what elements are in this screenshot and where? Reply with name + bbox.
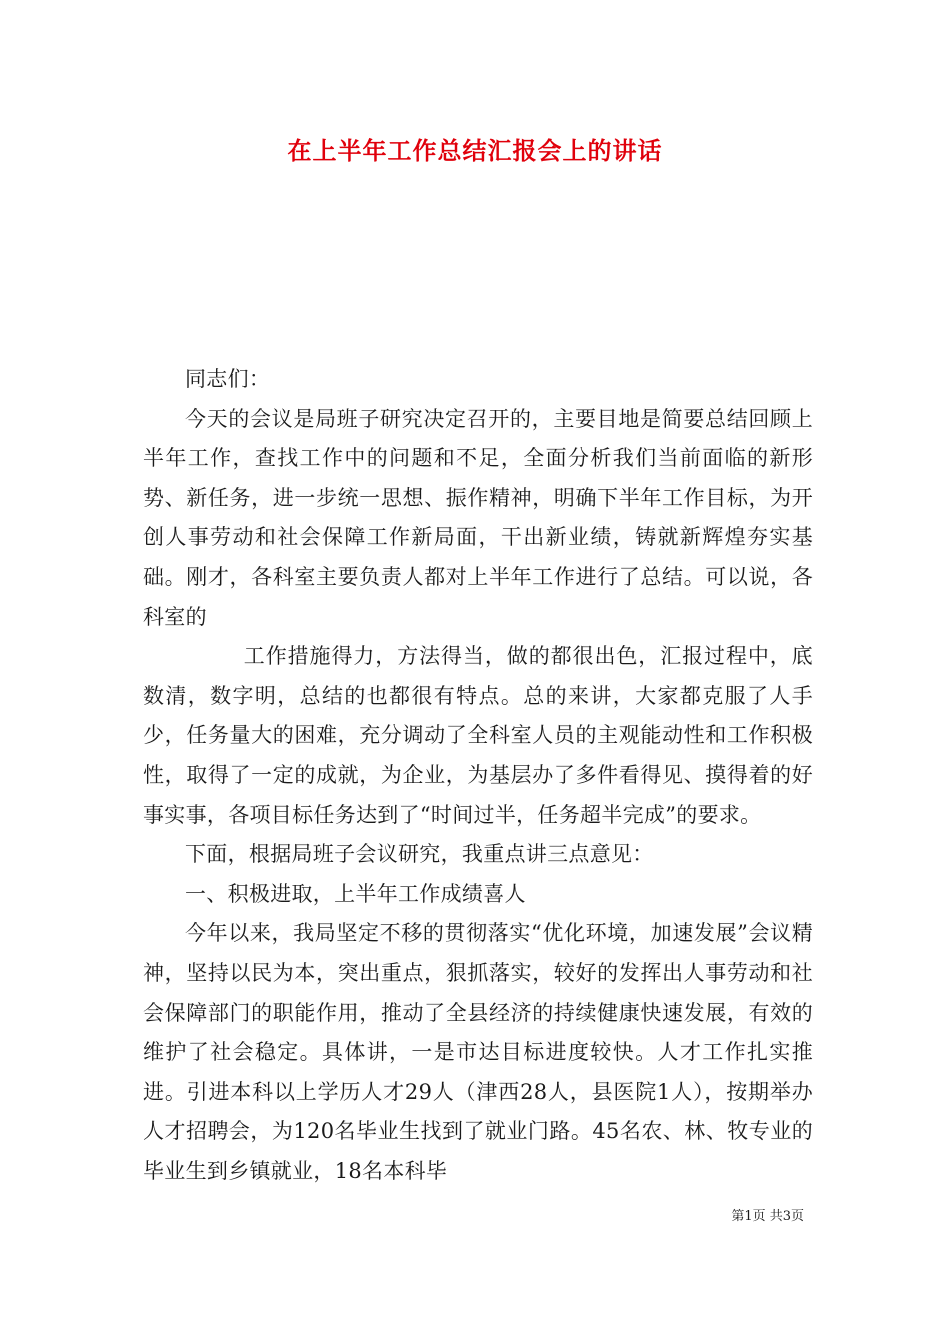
document-body (143, 360, 813, 1191)
body-paragraph: 今年以来，我局坚定不移的贯彻落实“优化环境，加速发展”会议精神，坚持以民为本，突出重点，狠抓落实，较好的发挥出人事劳动和社会保障部门的职能作用，推动了全县经济的持续健康快速发展，有效的维护了社会稳定。具体讲，一是市达目标进度较快。人才工作扎实推进。引进本科以上学历人才29人（津西28人，县医院1人），按期举办人才招聘会，为120名毕业生找到了就业门路。45名农、林、牧专业的毕业生到乡镇就业，18名本科毕 (143, 921, 813, 1183)
body-paragraph: 下面，根据局班子会议研究，我重点讲三点意见： (185, 842, 654, 867)
page-number: 第1页 共3页 (731, 1209, 804, 1224)
body-paragraph: 今天的会议是局班子研究决定召开的，主要目地是简要总结回顾上半年工作，查找工作中的问题和不足，全面分析我们当前面临的新形势、新任务，进一步统一思想、振作精神，明确下半年工作目标，为开创人事劳动和社会保障工作新局面，干出新业绩，铸就新辉煌夯实基础。刚才，各科室主要负责人都对上半年工作进行了总结。可以说，各科室的 (143, 406, 813, 629)
section-heading: 一、积极进取，上半年工作成绩喜人 (185, 881, 526, 906)
document-title: 在上半年工作总结汇报会上的讲话 (287, 136, 663, 165)
salutation: 同志们： (185, 367, 271, 391)
body-paragraph: 工作措施得力，方法得当，做的都很出色，汇报过程中，底数清，数字明，总结的也都很有特点。总的来讲，大家都克服了人手少，任务量大的困难，充分调动了全科室人员的主观能动性和工作积极性，取得了一定的成就，为企业，为基层办了多件看得见、摸得着的好事实事，各项目标任务达到了“时间过半，任务超半完成”的要求。 (143, 644, 813, 827)
